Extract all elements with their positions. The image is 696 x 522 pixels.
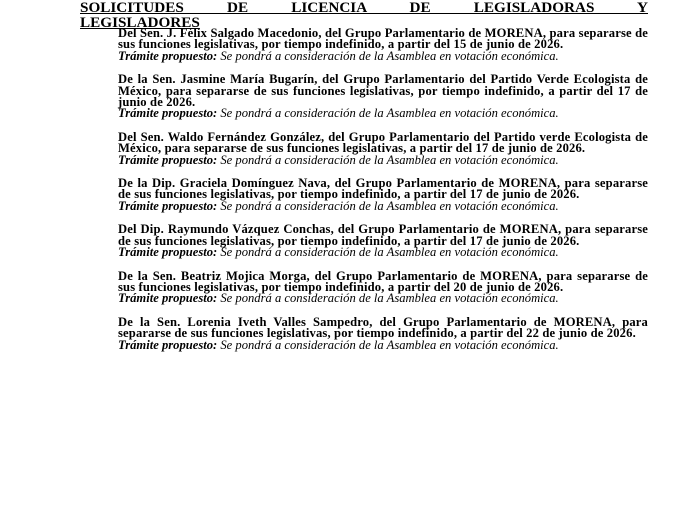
proposed-procedure	[118, 152, 648, 167]
proposed-procedure-label: Trámite propuesto:	[118, 245, 218, 260]
proposed-procedure	[118, 247, 648, 258]
license-request-text: De la Sen. Lorenia Iveth Valles Sampedro, del Grupo Parlamentario de MORENA, para separarse de sus funciones legislativas, por tiempo indefinido, a partir del 22 de junio de 2026.	[118, 314, 648, 341]
proposed-procedure-text: Se pondrá a consideración de la Asamblea en votación económica.	[217, 152, 559, 167]
proposed-procedure	[118, 108, 648, 119]
license-requests-list	[118, 28, 648, 351]
proposed-procedure-label: Trámite propuesto:	[118, 48, 218, 63]
section-heading-line2: LEGISLADORES	[80, 13, 200, 31]
proposed-procedure-text: Se pondrá a consideración de la Asamblea en votación económica.	[217, 48, 559, 63]
proposed-procedure-text: Se pondrá a consideración de la Asamblea en votación económica.	[217, 291, 559, 306]
license-request-item	[118, 224, 648, 258]
license-request-text: De la Dip. Graciela Domínguez Nava, del Grupo Parlamentario de MORENA, para separarse de sus funciones legislativas, por tiempo indefinido, a partir del 17 de junio de 2026.	[118, 176, 648, 202]
proposed-procedure-text: Se pondrá a consideración de la Asamblea en votación económica.	[217, 106, 559, 121]
license-request-text: Del Sen. J. Félix Salgado Macedonio, del Grupo Parlamentario de MORENA, para separarse de sus funciones legislativas, por tiempo indefinido, a partir del 15 de junio de 2026.	[118, 26, 648, 52]
proposed-procedure	[118, 337, 648, 352]
proposed-procedure	[118, 198, 648, 213]
proposed-procedure-label: Trámite propuesto:	[118, 198, 218, 213]
proposed-procedure-label: Trámite propuesto:	[118, 152, 218, 167]
license-request-item	[118, 129, 648, 167]
license-request-item	[118, 178, 648, 212]
license-request-item	[118, 28, 648, 62]
proposed-procedure-text: Se pondrá a consideración de la Asamblea en votación económica.	[217, 245, 559, 260]
section-heading-line1: SOLICITUDES DE LICENCIA DE LEGISLADORAS Y	[80, 0, 648, 16]
proposed-procedure-label: Trámite propuesto:	[118, 291, 218, 306]
proposed-procedure-text: Se pondrá a consideración de la Asamblea en votación económica.	[217, 198, 559, 213]
license-request-item	[118, 74, 648, 120]
license-request-text: De la Sen. Jasmine María Bugarín, del Grupo Parlamentario del Partido Verde Ecologista de México, para separarse de sus funciones legislativas, por tiempo indefinido, a partir del 17 de junio de 2026.	[118, 72, 648, 110]
proposed-procedure-text: Se pondrá a consideración de la Asamblea en votación económica.	[217, 337, 559, 352]
license-request-text: Del Dip. Raymundo Vázquez Conchas, del Grupo Parlamentario de MORENA, para separarse de sus funciones legislativas, por tiempo indefinido, a partir del 17 de junio de 2026.	[118, 222, 648, 248]
proposed-procedure-label: Trámite propuesto:	[118, 337, 218, 352]
license-request-item	[118, 268, 648, 306]
proposed-procedure-label: Trámite propuesto:	[118, 106, 218, 121]
license-request-item	[118, 314, 648, 352]
license-request-text: De la Sen. Beatriz Mojica Morga, del Grupo Parlamentario de MORENA, para separarse de sus funciones legislativas, por tiempo indefinido, a partir del 20 de junio de 2026.	[118, 268, 648, 294]
license-request-text: Del Sen. Waldo Fernández González, del Grupo Parlamentario del Partido verde Ecologista de México, para separarse de sus funciones legislativas, a partir del 17 de junio de 2026.	[118, 129, 648, 156]
proposed-procedure	[118, 293, 648, 304]
proposed-procedure	[118, 48, 648, 63]
